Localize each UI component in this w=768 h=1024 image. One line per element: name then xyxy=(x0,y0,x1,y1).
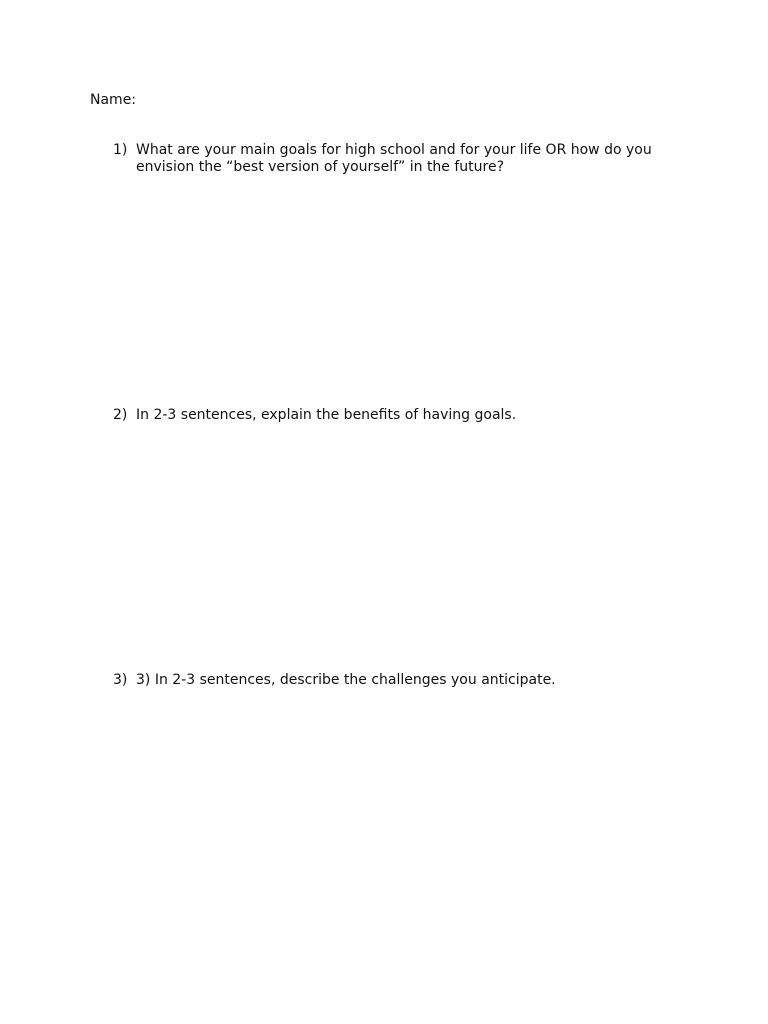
question-3 xyxy=(113,672,673,689)
question-text: In 2-3 sentences, explain the benefits of having goals. xyxy=(136,407,517,423)
question-text: 3) In 2-3 sentences, describe the challenges you anticipate. xyxy=(136,672,556,688)
question-number: 3) xyxy=(113,672,128,688)
question-number: 2) xyxy=(113,407,128,423)
name-label: Name: xyxy=(90,92,137,108)
question-1 xyxy=(113,142,673,176)
question-number: 1) xyxy=(113,142,128,158)
question-text: What are your main goals for high school and for your life OR how do you envision the “best version of yourself” in the future? xyxy=(136,142,652,175)
question-2 xyxy=(113,407,673,424)
